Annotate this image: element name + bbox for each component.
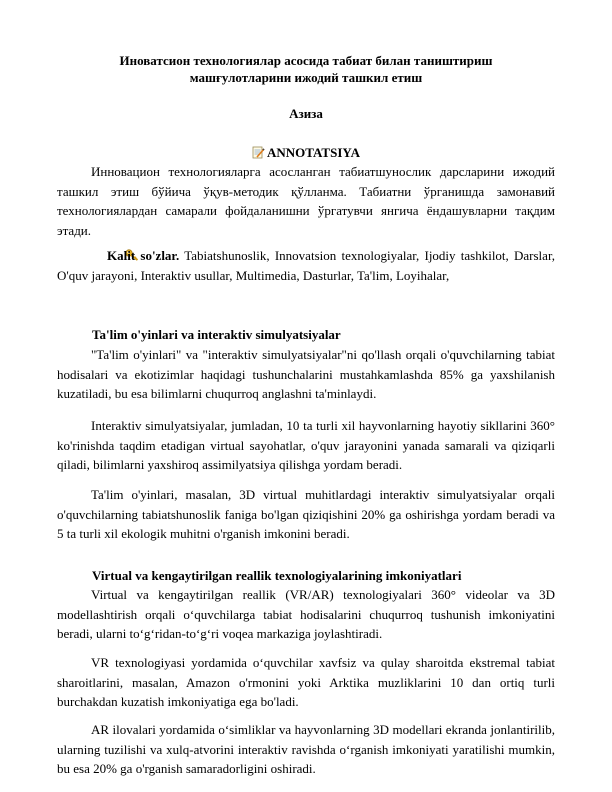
memo-icon <box>252 146 265 159</box>
section2-para-2-text: VR texnologiyasi yordamida o‘quvchilar xavfsiz va qulay sharoitda ekstremal tabiat sharoitlarini, masalan, Amazon o'rmonini yoki Arktika muzliklarini 10 dan ortiq turli burchakdan kuzatish imkoniyatiga ega bo'ladi. <box>57 655 555 710</box>
section2-para-2 <box>57 653 555 712</box>
section1-para-1-text: "Ta'lim o'yinlari" va "interaktiv simulyatsiyalar"ni qo'llash orqali o'quvchilarning tabiat hodisalari va ekotizimlar haqidagi tushunchalarini mustahkamlashda 85% ga yaxshilanish kuzatiladi, bu esa bilimlarni chuqurroq anglashni ta'minlaydi. <box>57 347 555 402</box>
section2-para-3-text: AR ilovalari yordamida o‘simliklar va hayvonlarning 3D modellari ekranda jonlantirilib, ularning tuzilishi va xulq-atvorini interaktiv ravishda o‘rganish imkoniyati yaratilishi mumkin, bu esa 20% ga o'rganish samaradorligini oshiradi. <box>57 722 555 777</box>
section2-heading: Virtual va kengaytirilgan reallik texnologiyalarining imkoniyatlari <box>92 568 462 583</box>
annotation-block <box>57 162 555 240</box>
keywords-paragraph <box>57 246 555 285</box>
section2-para-1 <box>57 585 555 644</box>
author-name: Азиза <box>289 106 323 121</box>
section1-para-2 <box>57 416 555 475</box>
section2-para-1-text: Virtual va kengaytirilgan reallik (VR/AR) texnologiyalari 360° videolar va 3D modellashtirish orqali o‘quvchilarga tabiat hodisalarini chuqurroq tushunish imkoniyatini beradi, ularni to‘g‘ridan-to‘g‘ri voqea markaziga joylashtiradi. <box>57 587 555 642</box>
section1-heading: Ta'lim o'yinlari va interaktiv simulyatsiyalar <box>92 327 341 342</box>
annotation-text: Инновацион технологияларга асосланган табиатшунослик дарсларини ижодий ташкил этиш бўйича ўқув-методик қўлланма. Табиатни ўрганишда замонавий технологиялардан самарали фойдаланишни ўргатувчи янгича ёндашувларни тақдим этади. <box>57 164 555 238</box>
section1-para-3-text: Ta'lim o'yinlari, masalan, 3D virtual muhitlardagi interaktiv simulyatsiyalar orqali o'quvchilarning tabiatshunoslik faniga bo'lgan qiziqishini 20% ga oshirishga yordam beradi va 5 ta turli xil ekologik muhitni o'rganish imkonini beradi. <box>57 487 555 542</box>
keywords-label: Kalit so'zlar. <box>107 248 180 263</box>
section1-para-2-text: Interaktiv simulyatsiyalar, jumladan, 10 ta turli xil hayvonlarning hayotiy sikllarini 360° ko'rinishda taqdim etadigan virtual sayohatlar, o'quv jarayonini yanada samarali va qiziqarli qiladi, bilimlarni yaxshiroq assimilyatsiya qilishga yordam beradi. <box>57 418 555 473</box>
keywords-block <box>57 246 555 285</box>
annotation-heading <box>0 145 612 161</box>
key-icon <box>91 247 105 259</box>
section1-para-3 <box>57 485 555 544</box>
section1-para-1 <box>57 345 555 404</box>
keywords-text: Tabiatshunoslik, Innovatsion texnologiyalar, Ijodiy tashkilot, Darslar, O'quv jarayoni, Interaktiv usullar, Multimedia, Dasturlar, Ta'lim, Loyihalar, <box>57 248 555 283</box>
document-title: Иноватсион технологиялар асосида табиат билан таништириш машғулотларини ижодий ташкил етиш <box>119 53 493 85</box>
annotation-heading-text: ANNOTATSIYA <box>267 145 360 160</box>
section2-para-3 <box>57 720 555 779</box>
